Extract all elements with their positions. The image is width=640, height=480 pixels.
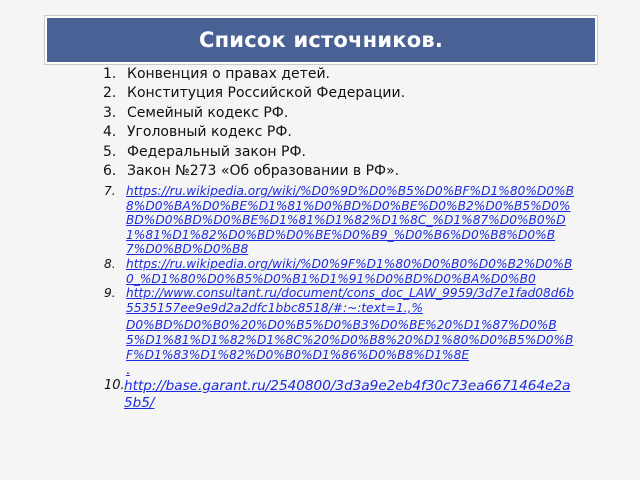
link-item (104, 378, 574, 413)
item-number: 1. (103, 66, 117, 82)
title-bar (45, 16, 597, 64)
item-text: Уголовный кодекс РФ. (127, 124, 292, 141)
item-number: 4. (103, 124, 117, 141)
link-text-continued: D0%BD%D0%B0%20%D0%B5%D0%B3%D0%BE%20%D1%87%D0%B5%D1%81%D1%82%D1%8C%20%D0%B8%20%D1%80%D0%B5%D0%BF%D1%83%D1%82%D0%B0%D1%86%D0%B8%D1%8E (126, 318, 574, 362)
page-title: Список источников. (198, 28, 444, 52)
link-item (104, 257, 574, 286)
trailing-dot: . (126, 362, 130, 377)
item-text: Федеральный закон РФ. (127, 143, 306, 160)
link-item (104, 286, 574, 377)
wikipedia-link-1[interactable]: https://ru.wikipedia.org/wiki/%D0%9D%D0%B5%D0%BF%D1%80%D0%B8%D0%BA%D0%BE%D1%81%D0%BD%D0%BE%D0%B2%D0%B5%D0%BD%D0%BD%D0%BE%D1%81%D1%82%D1%8C_%D1%87%D0%B0%D1%81%D1%82%D0%BD%D0%BE%D0%B9_%D0%B6%D0%B8%D0%B7%D0%BD%D0%B8 (126, 184, 574, 257)
item-number: 5. (103, 143, 117, 160)
item-number: 6. (103, 163, 117, 180)
item-number: 9. (104, 286, 116, 301)
item-text: Семейный кодекс РФ. (127, 104, 289, 121)
list-item (103, 65, 405, 84)
wikipedia-link-2[interactable]: https://ru.wikipedia.org/wiki/%D0%9F%D1%80%D0%B0%D0%B2%D0%B0_%D1%80%D0%B5%D0%B1%D1%91%D0%BD%D0%BA%D0%B0 (126, 256, 573, 286)
item-number: 3. (103, 104, 117, 121)
links-list (104, 184, 574, 413)
link-item (104, 184, 574, 257)
garant-link[interactable]: http://base.garant.ru/2540800/3d3a9e2eb4f30c73ea6671464e2a5b5/ (124, 377, 571, 412)
sources-list (103, 65, 405, 181)
consultant-link[interactable] (126, 286, 574, 377)
list-item (103, 84, 405, 103)
list-item (103, 104, 405, 123)
item-number: 10. (104, 377, 125, 393)
list-item (103, 123, 405, 142)
item-number: 8. (104, 256, 116, 271)
list-item (103, 143, 405, 162)
list-item (103, 162, 405, 181)
item-number: 2. (103, 85, 117, 102)
item-text: Конституция Российской Федерации. (127, 85, 406, 102)
item-number: 7. (104, 184, 116, 198)
link-text: http://www.consultant.ru/document/cons_doc_LAW_9959/3d7e1fad08d6b5535157ee9e9d2a2dfc1bbc8518/#:~:text=1.,% (126, 286, 574, 315)
item-text: Закон №273 «Об образовании в РФ». (127, 163, 400, 180)
item-text: Конвенция о правах детей. (127, 66, 330, 82)
